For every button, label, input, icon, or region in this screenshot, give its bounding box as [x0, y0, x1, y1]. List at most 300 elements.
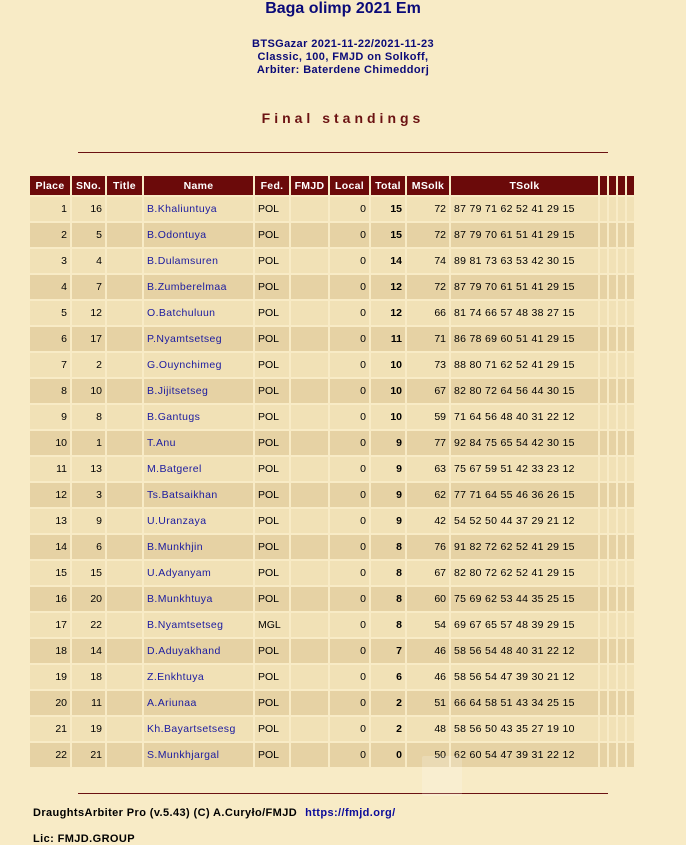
player-name-link[interactable]: B.Zumberelmaa [144, 275, 253, 299]
fed-cell: POL [255, 665, 289, 689]
msolk-cell: 72 [407, 223, 449, 247]
fed-cell: POL [255, 535, 289, 559]
title-cell [107, 639, 142, 663]
fed-cell: POL [255, 405, 289, 429]
total-cell: 10 [371, 353, 405, 377]
title-cell [107, 275, 142, 299]
col-extra-3 [618, 176, 625, 195]
fed-cell: POL [255, 249, 289, 273]
extra-cell [600, 483, 607, 507]
player-name-link[interactable]: B.Munkhjin [144, 535, 253, 559]
local-cell: 0 [330, 561, 369, 585]
extra-cell [627, 197, 634, 221]
title-cell [107, 587, 142, 611]
player-name-link[interactable]: B.Nyamtsetseg [144, 613, 253, 637]
player-name-link[interactable]: D.Aduyakhand [144, 639, 253, 663]
player-name-link[interactable]: Z.Enkhtuya [144, 665, 253, 689]
fed-cell: POL [255, 431, 289, 455]
sno-cell: 8 [72, 405, 105, 429]
table-row [30, 717, 634, 741]
extra-cell [600, 405, 607, 429]
total-cell: 8 [371, 535, 405, 559]
place-cell: 20 [30, 691, 70, 715]
extra-cell [609, 535, 616, 559]
sno-cell: 20 [72, 587, 105, 611]
title-cell [107, 379, 142, 403]
extra-cell [609, 275, 616, 299]
fmjd-cell [291, 379, 328, 403]
sno-cell: 6 [72, 535, 105, 559]
place-cell: 19 [30, 665, 70, 689]
extra-cell [609, 223, 616, 247]
player-name-link[interactable]: G.Ouynchimeg [144, 353, 253, 377]
tsolk-cell: 87 79 70 61 51 41 29 15 [451, 275, 598, 299]
fed-cell: POL [255, 379, 289, 403]
col-extra-4 [627, 176, 634, 195]
info-dates: BTSGazar 2021-11-22/2021-11-23 [251, 38, 434, 50]
place-cell: 1 [30, 197, 70, 221]
extra-cell [609, 197, 616, 221]
extra-cell [627, 639, 634, 663]
extra-cell [618, 431, 625, 455]
fmjd-cell [291, 301, 328, 325]
extra-cell [627, 301, 634, 325]
sno-cell: 13 [72, 457, 105, 481]
table-row [30, 509, 634, 533]
sno-cell: 19 [72, 717, 105, 741]
fmjd-cell [291, 743, 328, 767]
extra-cell [618, 249, 625, 273]
player-name-link[interactable]: M.Batgerel [144, 457, 253, 481]
title-cell [107, 301, 142, 325]
info-system: Classic, 100, FMJD on Solkoff, [257, 51, 429, 63]
table-row [30, 197, 634, 221]
table-row [30, 457, 634, 481]
msolk-cell: 50 [407, 743, 449, 767]
extra-cell [600, 431, 607, 455]
msolk-cell: 71 [407, 327, 449, 351]
place-cell: 8 [30, 379, 70, 403]
local-cell: 0 [330, 275, 369, 299]
extra-cell [609, 379, 616, 403]
fmjd-cell [291, 561, 328, 585]
extra-cell [618, 483, 625, 507]
total-cell: 2 [371, 691, 405, 715]
table-row [30, 405, 634, 429]
total-cell: 15 [371, 223, 405, 247]
place-cell: 2 [30, 223, 70, 247]
tsolk-cell: 87 79 70 61 51 41 29 15 [451, 223, 598, 247]
sno-cell: 3 [72, 483, 105, 507]
fmjd-cell [291, 275, 328, 299]
table-row [30, 691, 634, 715]
total-cell: 9 [371, 483, 405, 507]
local-cell: 0 [330, 587, 369, 611]
fed-cell: POL [255, 639, 289, 663]
extra-cell [600, 249, 607, 273]
extra-cell [618, 353, 625, 377]
player-name-link[interactable]: B.Dulamsuren [144, 249, 253, 273]
extra-cell [618, 613, 625, 637]
fed-cell: POL [255, 509, 289, 533]
fmjd-cell [291, 613, 328, 637]
extra-cell [609, 691, 616, 715]
title-cell [107, 691, 142, 715]
tsolk-cell: 92 84 75 65 54 42 30 15 [451, 431, 598, 455]
fmjd-cell [291, 249, 328, 273]
fmjd-cell [291, 717, 328, 741]
footer-credit [33, 807, 396, 819]
place-cell: 13 [30, 509, 70, 533]
place-cell: 22 [30, 743, 70, 767]
extra-cell [627, 379, 634, 403]
extra-cell [600, 353, 607, 377]
place-cell: 12 [30, 483, 70, 507]
extra-cell [609, 483, 616, 507]
fmjd-cell [291, 405, 328, 429]
fmjd-cell [291, 509, 328, 533]
extra-cell [600, 587, 607, 611]
extra-cell [627, 561, 634, 585]
msolk-cell: 62 [407, 483, 449, 507]
local-cell: 0 [330, 223, 369, 247]
table-row [30, 249, 634, 273]
place-cell: 15 [30, 561, 70, 585]
place-cell: 14 [30, 535, 70, 559]
extra-cell [609, 327, 616, 351]
local-cell: 0 [330, 639, 369, 663]
col-total: Total [371, 176, 405, 195]
fed-cell: POL [255, 197, 289, 221]
total-cell: 8 [371, 561, 405, 585]
total-cell: 12 [371, 301, 405, 325]
fed-cell: POL [255, 743, 289, 767]
msolk-cell: 54 [407, 613, 449, 637]
local-cell: 0 [330, 249, 369, 273]
fed-cell: POL [255, 561, 289, 585]
local-cell: 0 [330, 535, 369, 559]
extra-cell [600, 665, 607, 689]
info-arbiter: Arbiter: Baterdene Chimeddorj [256, 64, 430, 76]
tsolk-cell: 91 82 72 62 52 41 29 15 [451, 535, 598, 559]
extra-cell [600, 379, 607, 403]
title-cell [107, 743, 142, 767]
extra-cell [618, 509, 625, 533]
extra-cell [609, 431, 616, 455]
fmjd-cell [291, 223, 328, 247]
total-cell: 9 [371, 431, 405, 455]
total-cell: 12 [371, 275, 405, 299]
col-extra-1 [600, 176, 607, 195]
extra-cell [618, 561, 625, 585]
fed-cell: POL [255, 587, 289, 611]
place-cell: 16 [30, 587, 70, 611]
tsolk-cell: 58 56 54 48 40 31 22 12 [451, 639, 598, 663]
place-cell: 5 [30, 301, 70, 325]
extra-cell [618, 379, 625, 403]
tournament-info [0, 38, 686, 77]
place-cell: 11 [30, 457, 70, 481]
extra-cell [600, 327, 607, 351]
title-cell [107, 717, 142, 741]
table-row [30, 327, 634, 351]
fed-cell: POL [255, 483, 289, 507]
extra-cell [600, 457, 607, 481]
extra-cell [618, 275, 625, 299]
fmjd-cell [291, 431, 328, 455]
player-name-link[interactable]: B.Jijitsetseg [144, 379, 253, 403]
title-cell [107, 353, 142, 377]
local-cell: 0 [330, 431, 369, 455]
tsolk-cell: 82 80 72 62 52 41 29 15 [451, 561, 598, 585]
msolk-cell: 67 [407, 561, 449, 585]
fmjd-link[interactable]: https://fmjd.org/ [305, 807, 396, 819]
extra-cell [618, 197, 625, 221]
col-place: Place [30, 176, 70, 195]
extra-cell [600, 509, 607, 533]
table-header-row [30, 176, 634, 195]
tsolk-cell: 54 52 50 44 37 29 21 12 [451, 509, 598, 533]
fmjd-cell [291, 457, 328, 481]
extra-cell [618, 691, 625, 715]
sno-cell: 5 [72, 223, 105, 247]
extra-cell [618, 327, 625, 351]
local-cell: 0 [330, 197, 369, 221]
extra-cell [609, 457, 616, 481]
sno-cell: 16 [72, 197, 105, 221]
extra-cell [609, 613, 616, 637]
extra-cell [627, 691, 634, 715]
tsolk-cell: 88 80 71 62 52 41 29 15 [451, 353, 598, 377]
msolk-cell: 73 [407, 353, 449, 377]
total-cell: 8 [371, 613, 405, 637]
license-text: Lic: FMJD.GROUP [33, 833, 135, 845]
fmjd-cell [291, 197, 328, 221]
standings-table [28, 174, 636, 769]
title-cell [107, 665, 142, 689]
col-title: Title [107, 176, 142, 195]
tsolk-cell: 87 79 71 62 52 41 29 15 [451, 197, 598, 221]
fed-cell: POL [255, 717, 289, 741]
msolk-cell: 60 [407, 587, 449, 611]
top-divider [78, 152, 608, 153]
player-name-link[interactable]: T.Anu [144, 431, 253, 455]
sno-cell: 18 [72, 665, 105, 689]
extra-cell [627, 665, 634, 689]
extra-cell [627, 431, 634, 455]
extra-cell [627, 275, 634, 299]
player-name-link[interactable]: B.Khaliuntuya [144, 197, 253, 221]
col-tsolk: TSolk [451, 176, 598, 195]
extra-cell [627, 353, 634, 377]
tsolk-cell: 69 67 65 57 48 39 29 15 [451, 613, 598, 637]
extra-cell [609, 717, 616, 741]
sno-cell: 9 [72, 509, 105, 533]
msolk-cell: 51 [407, 691, 449, 715]
msolk-cell: 59 [407, 405, 449, 429]
extra-cell [609, 639, 616, 663]
table-row [30, 483, 634, 507]
table-row [30, 431, 634, 455]
fmjd-cell [291, 483, 328, 507]
sno-cell: 11 [72, 691, 105, 715]
fmjd-cell [291, 587, 328, 611]
extra-cell [627, 327, 634, 351]
local-cell: 0 [330, 483, 369, 507]
extra-cell [627, 457, 634, 481]
fmjd-cell [291, 639, 328, 663]
fmjd-cell [291, 691, 328, 715]
local-cell: 0 [330, 457, 369, 481]
total-cell: 2 [371, 717, 405, 741]
tsolk-cell: 86 78 69 60 51 41 29 15 [451, 327, 598, 351]
local-cell: 0 [330, 665, 369, 689]
player-name-link[interactable]: S.Munkhjargal [144, 743, 253, 767]
fed-cell: MGL [255, 613, 289, 637]
title-cell [107, 483, 142, 507]
title-cell [107, 509, 142, 533]
player-name-link[interactable]: Kh.Bayartsetsesg [144, 717, 253, 741]
standings-title: Final standings [261, 110, 425, 126]
extra-cell [609, 353, 616, 377]
title-cell [107, 613, 142, 637]
extra-cell [618, 587, 625, 611]
msolk-cell: 76 [407, 535, 449, 559]
extra-cell [627, 405, 634, 429]
local-cell: 0 [330, 405, 369, 429]
player-name-link[interactable]: Ts.Batsaikhan [144, 483, 253, 507]
place-cell: 4 [30, 275, 70, 299]
player-name-link[interactable]: U.Uranzaya [144, 509, 253, 533]
total-cell: 0 [371, 743, 405, 767]
col-sno: SNo. [72, 176, 105, 195]
msolk-cell: 66 [407, 301, 449, 325]
msolk-cell: 46 [407, 639, 449, 663]
player-name-link[interactable]: B.Gantugs [144, 405, 253, 429]
title-cell [107, 535, 142, 559]
watermark-logo-icon [422, 756, 462, 796]
place-cell: 7 [30, 353, 70, 377]
table-row [30, 223, 634, 247]
msolk-cell: 63 [407, 457, 449, 481]
extra-cell [600, 613, 607, 637]
fed-cell: POL [255, 275, 289, 299]
msolk-cell: 72 [407, 275, 449, 299]
place-cell: 21 [30, 717, 70, 741]
extra-cell [600, 301, 607, 325]
local-cell: 0 [330, 353, 369, 377]
sno-cell: 17 [72, 327, 105, 351]
player-name-link[interactable]: P.Nyamtsetseg [144, 327, 253, 351]
extra-cell [627, 509, 634, 533]
place-cell: 10 [30, 431, 70, 455]
extra-cell [609, 665, 616, 689]
sno-cell: 4 [72, 249, 105, 273]
sno-cell: 15 [72, 561, 105, 585]
sno-cell: 21 [72, 743, 105, 767]
tsolk-cell: 82 80 72 64 56 44 30 15 [451, 379, 598, 403]
table-row [30, 587, 634, 611]
extra-cell [618, 639, 625, 663]
col-extra-2 [609, 176, 616, 195]
total-cell: 10 [371, 405, 405, 429]
extra-cell [627, 483, 634, 507]
title-cell [107, 561, 142, 585]
tsolk-cell: 77 71 64 55 46 36 26 15 [451, 483, 598, 507]
player-name-link[interactable]: O.Batchuluun [144, 301, 253, 325]
msolk-cell: 77 [407, 431, 449, 455]
sno-cell: 10 [72, 379, 105, 403]
extra-cell [618, 665, 625, 689]
local-cell: 0 [330, 691, 369, 715]
extra-cell [618, 457, 625, 481]
extra-cell [618, 301, 625, 325]
fed-cell: POL [255, 457, 289, 481]
local-cell: 0 [330, 327, 369, 351]
total-cell: 8 [371, 587, 405, 611]
extra-cell [609, 509, 616, 533]
tsolk-cell: 58 56 50 43 35 27 19 10 [451, 717, 598, 741]
fed-cell: POL [255, 353, 289, 377]
place-cell: 17 [30, 613, 70, 637]
fed-cell: POL [255, 691, 289, 715]
place-cell: 9 [30, 405, 70, 429]
table-row [30, 301, 634, 325]
extra-cell [627, 249, 634, 273]
tsolk-cell: 75 67 59 51 42 33 23 12 [451, 457, 598, 481]
total-cell: 10 [371, 379, 405, 403]
table-row [30, 639, 634, 663]
tsolk-cell: 75 69 62 53 44 35 25 15 [451, 587, 598, 611]
extra-cell [618, 535, 625, 559]
player-name-link[interactable]: B.Munkhtuya [144, 587, 253, 611]
player-name-link[interactable]: U.Adyanyam [144, 561, 253, 585]
tsolk-cell: 66 64 58 51 43 34 25 15 [451, 691, 598, 715]
local-cell: 0 [330, 613, 369, 637]
col-fmjd: FMJD [291, 176, 328, 195]
local-cell: 0 [330, 301, 369, 325]
local-cell: 0 [330, 509, 369, 533]
extra-cell [627, 613, 634, 637]
fed-cell: POL [255, 301, 289, 325]
extra-cell [627, 223, 634, 247]
sno-cell: 14 [72, 639, 105, 663]
place-cell: 6 [30, 327, 70, 351]
sno-cell: 22 [72, 613, 105, 637]
title-cell [107, 223, 142, 247]
watermark [422, 756, 672, 816]
total-cell: 7 [371, 639, 405, 663]
player-name-link[interactable]: A.Ariunaa [144, 691, 253, 715]
extra-cell [618, 405, 625, 429]
msolk-cell: 46 [407, 665, 449, 689]
total-cell: 9 [371, 457, 405, 481]
tsolk-cell: 58 56 54 47 39 30 21 12 [451, 665, 598, 689]
local-cell: 0 [330, 743, 369, 767]
player-name-link[interactable]: B.Odontuya [144, 223, 253, 247]
extra-cell [627, 587, 634, 611]
tsolk-cell: 89 81 73 63 53 42 30 15 [451, 249, 598, 273]
fmjd-cell [291, 535, 328, 559]
extra-cell [627, 535, 634, 559]
page-title: Baga olimp 2021 Em [265, 0, 421, 17]
fmjd-cell [291, 665, 328, 689]
local-cell: 0 [330, 379, 369, 403]
table-row [30, 535, 634, 559]
place-cell: 3 [30, 249, 70, 273]
extra-cell [609, 405, 616, 429]
sno-cell: 12 [72, 301, 105, 325]
